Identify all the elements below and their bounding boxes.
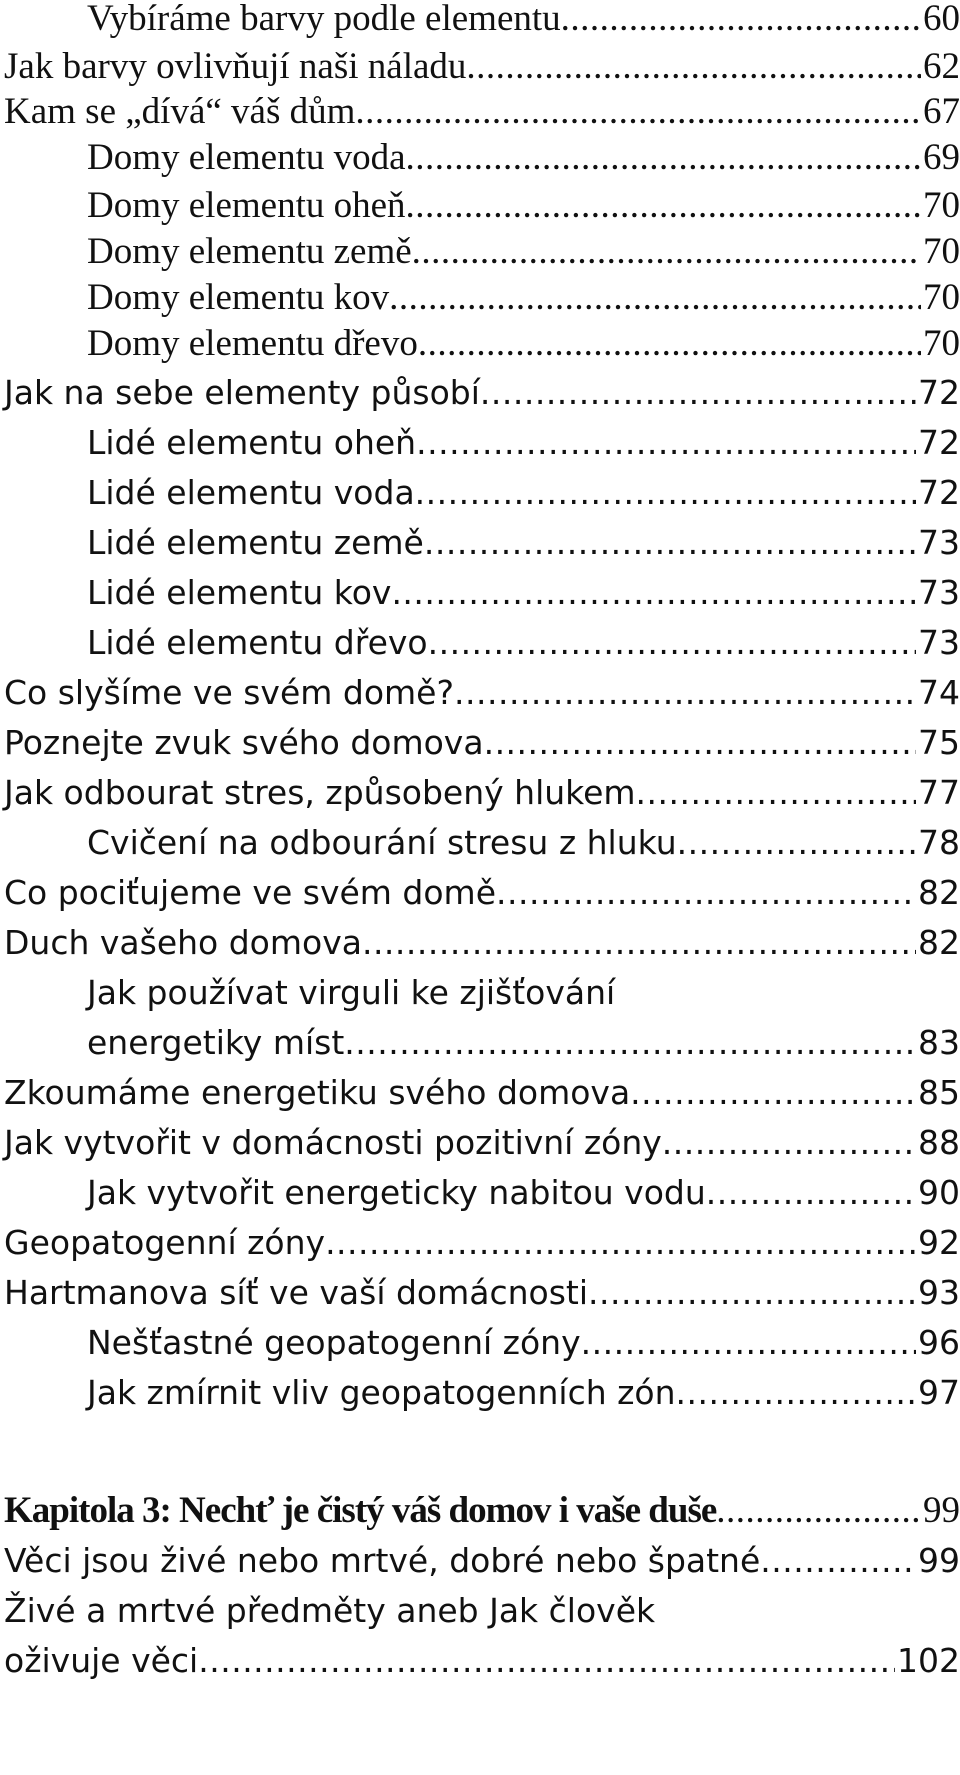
toc-leader-dots <box>428 617 916 669</box>
toc-entry-title: Nešťastné geopatogenní zóny <box>87 1323 581 1362</box>
toc-entry-page: 67 <box>923 91 960 132</box>
toc-entry-title: Duch vašeho domova <box>4 923 362 962</box>
toc-leader-dots <box>561 0 921 45</box>
toc-entry-page: 85 <box>918 1073 960 1112</box>
toc-entry-page: 70 <box>923 323 960 364</box>
toc-entry <box>0 417 960 469</box>
toc-entry <box>0 1117 960 1169</box>
toc-entry-page: 70 <box>923 231 960 272</box>
toc-entry <box>0 667 960 719</box>
toc-entry <box>0 1217 960 1269</box>
toc-entry-title: Hartmanova síť ve vaší domácnosti <box>4 1273 589 1312</box>
toc-entry-page: 73 <box>918 523 960 562</box>
toc-leader-dots <box>355 86 921 138</box>
toc-entry-page: 92 <box>918 1223 960 1262</box>
toc-entry-page: 62 <box>923 46 960 87</box>
toc-entry-page: 72 <box>918 473 960 512</box>
toc-leader-dots <box>406 180 921 232</box>
toc-leader-dots <box>760 1535 916 1587</box>
toc-entry-title: Věci jsou živé nebo mrtvé, dobré nebo špatné <box>4 1541 761 1580</box>
toc-entry <box>0 917 960 969</box>
toc-entry-page: 60 <box>923 0 960 39</box>
toc-entry <box>0 567 960 619</box>
toc-leader-dots <box>362 917 916 969</box>
toc-entry <box>0 617 960 669</box>
toc-entry-page: 97 <box>918 1373 960 1412</box>
toc-entry <box>0 132 960 184</box>
toc-entry <box>0 1535 960 1587</box>
toc-leader-dots <box>677 817 916 869</box>
toc-entry-page: 72 <box>918 423 960 462</box>
toc-entry <box>0 817 960 869</box>
toc-leader-dots <box>662 1117 916 1169</box>
toc-entry-page: 90 <box>918 1173 960 1212</box>
toc-leader-dots <box>706 1167 916 1219</box>
toc-entry <box>0 272 960 324</box>
toc-entry-title: Lidé elementu země <box>87 523 424 562</box>
toc-leader-dots <box>484 717 916 769</box>
toc-entry-page: 78 <box>918 823 960 862</box>
toc-entry-title: Jak barvy ovlivňují naši náladu <box>4 46 467 87</box>
toc-entry-page: 88 <box>918 1123 960 1162</box>
toc-leader-dots <box>416 417 916 469</box>
toc-entry-title: Lidé elementu oheň <box>87 423 417 462</box>
toc-leader-dots <box>391 567 916 619</box>
toc-entry-title: Jak vytvořit energeticky nabitou vodu <box>87 1173 706 1212</box>
toc-entry-title: Domy elementu země <box>87 231 412 272</box>
toc-entry-title: Poznejte zvuk svého domova <box>4 723 484 762</box>
toc-entry-title: Jak zmírnit vliv geopatogenních zón <box>87 1373 676 1412</box>
toc-entry-title: Zkoumáme energetiku svého domova <box>4 1073 631 1112</box>
toc-entry <box>0 1267 960 1319</box>
toc-entry-page: 69 <box>923 137 960 178</box>
toc-entry-page: 75 <box>918 723 960 762</box>
toc-entry-title: Geopatogenní zóny <box>4 1223 326 1262</box>
toc-entry <box>0 1167 960 1219</box>
toc-entry <box>0 1635 960 1687</box>
toc-entry-title: Jak na sebe elementy působí <box>4 373 480 412</box>
toc-leader-dots <box>454 667 916 719</box>
toc-leader-dots <box>424 517 916 569</box>
toc-entry-page: 77 <box>918 773 960 812</box>
toc-leader-dots <box>198 1635 895 1687</box>
toc-entry-title: Vybíráme barvy podle elementu <box>87 0 561 39</box>
toc-leader-dots <box>406 132 921 184</box>
toc-entry <box>0 86 960 138</box>
toc-leader-dots <box>418 318 921 370</box>
toc-entry-page: 74 <box>918 673 960 712</box>
toc-entry <box>0 367 960 419</box>
toc-chapter-heading <box>0 1485 960 1537</box>
toc-leader-dots <box>676 1367 916 1419</box>
toc-entry-title-line1: Živé a mrtvé předměty aneb Jak člověk <box>4 1591 656 1630</box>
toc-entry-page: 70 <box>923 277 960 318</box>
toc-leader-dots <box>415 467 916 519</box>
toc-entry-page: 83 <box>918 1023 960 1062</box>
toc-entry-page: 96 <box>918 1323 960 1362</box>
toc-entry-page: 93 <box>918 1273 960 1312</box>
toc-entry-title: Co pociťujeme ve svém domě <box>4 873 497 912</box>
toc-entry-page: 99 <box>923 1490 960 1531</box>
toc-leader-dots <box>325 1217 916 1269</box>
toc-leader-dots <box>344 1017 916 1069</box>
toc-entry <box>0 1067 960 1119</box>
toc-leader-dots <box>630 1067 916 1119</box>
toc-entry <box>0 1317 960 1369</box>
toc-entry <box>0 717 960 769</box>
toc-entry-page: 73 <box>918 573 960 612</box>
toc-entry <box>0 318 960 370</box>
toc-entry-page: 99 <box>918 1541 960 1580</box>
toc-entry-title: oživuje věci <box>4 1641 199 1680</box>
toc-entry-title: Domy elementu dřevo <box>87 323 418 364</box>
toc-entry-title: Domy elementu oheň <box>87 185 406 226</box>
toc-entry-title: Lidé elementu kov <box>87 573 392 612</box>
toc-entry <box>0 467 960 519</box>
toc-leader-dots <box>412 226 921 278</box>
toc-leader-dots <box>716 1485 921 1537</box>
toc-entry <box>0 1367 960 1419</box>
toc-entry-title: Cvičení na odbourání stresu z hluku <box>87 823 677 862</box>
toc-leader-dots <box>480 367 916 419</box>
toc-entry <box>0 517 960 569</box>
toc-entry-page: 82 <box>918 923 960 962</box>
toc-entry <box>0 1017 960 1069</box>
toc-entry-page: 102 <box>897 1641 960 1680</box>
toc-entry-page: 73 <box>918 623 960 662</box>
toc-entry-title: Kam se „dívá“ váš dům <box>4 91 356 132</box>
toc-entry-title: Lidé elementu voda <box>87 473 415 512</box>
toc-entry-page: 70 <box>923 185 960 226</box>
toc-entry-page: 82 <box>918 873 960 912</box>
toc-entry-title: Lidé elementu dřevo <box>87 623 428 662</box>
toc-entry <box>0 867 960 919</box>
toc-entry <box>0 767 960 819</box>
toc-leader-dots <box>636 767 916 819</box>
toc-leader-dots <box>588 1267 916 1319</box>
toc-entry-title: Kapitola 3: Nechť je čistý váš domov i vaše duše <box>4 1490 717 1531</box>
toc-entry <box>0 226 960 278</box>
toc-entry-title: Domy elementu voda <box>87 137 406 178</box>
toc-entry <box>0 180 960 232</box>
toc-entry-title: Co slyšíme ve svém domě? <box>4 673 454 712</box>
toc-leader-dots <box>389 272 921 324</box>
toc-leader-dots <box>496 867 916 919</box>
toc-entry-title: energetiky míst <box>87 1023 345 1062</box>
toc-entry-title: Jak vytvořit v domácnosti pozitivní zóny <box>4 1123 662 1162</box>
toc-entry-title-line1: Jak používat virguli ke zjišťování <box>87 973 616 1012</box>
toc-entry-page: 72 <box>918 373 960 412</box>
toc-leader-dots <box>581 1317 916 1369</box>
toc-entry <box>0 0 960 45</box>
toc-entry-title: Domy elementu kov <box>87 277 390 318</box>
toc-entry-title: Jak odbourat stres, způsobený hlukem <box>4 773 636 812</box>
